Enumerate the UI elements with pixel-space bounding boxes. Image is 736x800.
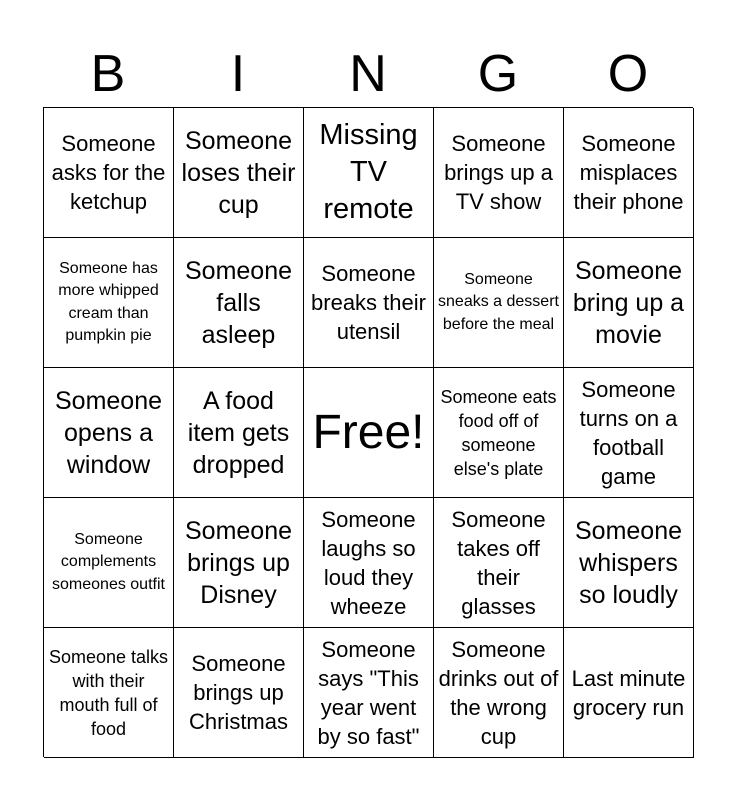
cell-text: Someone whispers so loudly [574, 516, 683, 609]
cell-text: Someone takes off their glasses [451, 506, 546, 619]
bingo-cell-r4-c3 [304, 498, 434, 628]
bingo-cell-r1-c5 [564, 108, 694, 238]
header-letter-g: G [477, 45, 519, 103]
bingo-cell-r1-c1 [44, 108, 174, 238]
cell-text: Someone talks with their mouth full of food [48, 646, 169, 739]
header-letter-i: I [230, 45, 246, 103]
cell-text: Someone turns on a football game [579, 376, 678, 489]
header-letter-b: B [90, 45, 126, 103]
cell-text: Missing TV remote [319, 119, 418, 225]
cell-text: Someone drinks out of the wrong cup [438, 636, 559, 749]
bingo-cell-r3-c4 [434, 368, 564, 498]
bingo-cell-r5-c4 [434, 628, 564, 758]
bingo-cell-free [304, 368, 434, 498]
cell-text: Someone says "This year went by so fast" [317, 636, 420, 749]
free-space-text: Free! [312, 405, 425, 459]
cell-text: Last minute grocery run [571, 665, 686, 720]
cell-text: Someone laughs so loud they wheeze [321, 506, 416, 619]
bingo-cell-r3-c1 [44, 368, 174, 498]
cell-text: Someone brings up Christmas [188, 651, 288, 734]
cell-text: Someone brings up a TV show [444, 131, 553, 214]
bingo-cell-r4-c4 [434, 498, 564, 628]
cell-text: Someone asks for the ketchup [51, 131, 166, 214]
bingo-card-grid [43, 107, 693, 757]
bingo-header [43, 40, 693, 108]
cell-text: Someone breaks their utensil [311, 261, 426, 344]
bingo-cell-r3-c2 [174, 368, 304, 498]
header-letter-n: N [349, 45, 387, 103]
bingo-cell-r2-c5 [564, 238, 694, 368]
header-letter-o: O [607, 45, 649, 103]
bingo-cell-r1-c2 [174, 108, 304, 238]
bingo-cell-r2-c1 [44, 238, 174, 368]
cell-text: Someone falls asleep [184, 256, 293, 349]
cell-text: Someone sneaks a dessert before the meal [438, 270, 559, 333]
bingo-cell-r5-c2 [174, 628, 304, 758]
bingo-cell-r3-c5 [564, 368, 694, 498]
cell-text: Someone loses their cup [181, 126, 296, 219]
cell-text: Someone bring up a movie [572, 256, 685, 349]
cell-text: Someone brings up Disney [184, 516, 293, 609]
cell-text: Someone complements someones outfit [52, 530, 165, 593]
bingo-cell-r4-c2 [174, 498, 304, 628]
bingo-cell-r4-c1 [44, 498, 174, 628]
bingo-cell-r5-c1 [44, 628, 174, 758]
cell-text: Someone opens a window [54, 386, 163, 479]
bingo-cell-r5-c5 [564, 628, 694, 758]
bingo-cell-r1-c3 [304, 108, 434, 238]
bingo-cell-r2-c3 [304, 238, 434, 368]
cell-text: Someone eats food off of someone else's plate [440, 386, 557, 479]
cell-text: A food item gets dropped [187, 386, 290, 479]
cell-text: Someone misplaces their phone [573, 131, 684, 214]
bingo-cell-r2-c2 [174, 238, 304, 368]
bingo-cell-r2-c4 [434, 238, 564, 368]
bingo-cell-r5-c3 [304, 628, 434, 758]
cell-text: Someone has more whipped cream than pumpkin pie [58, 259, 159, 344]
bingo-cell-r4-c5 [564, 498, 694, 628]
bingo-cell-r1-c4 [434, 108, 564, 238]
